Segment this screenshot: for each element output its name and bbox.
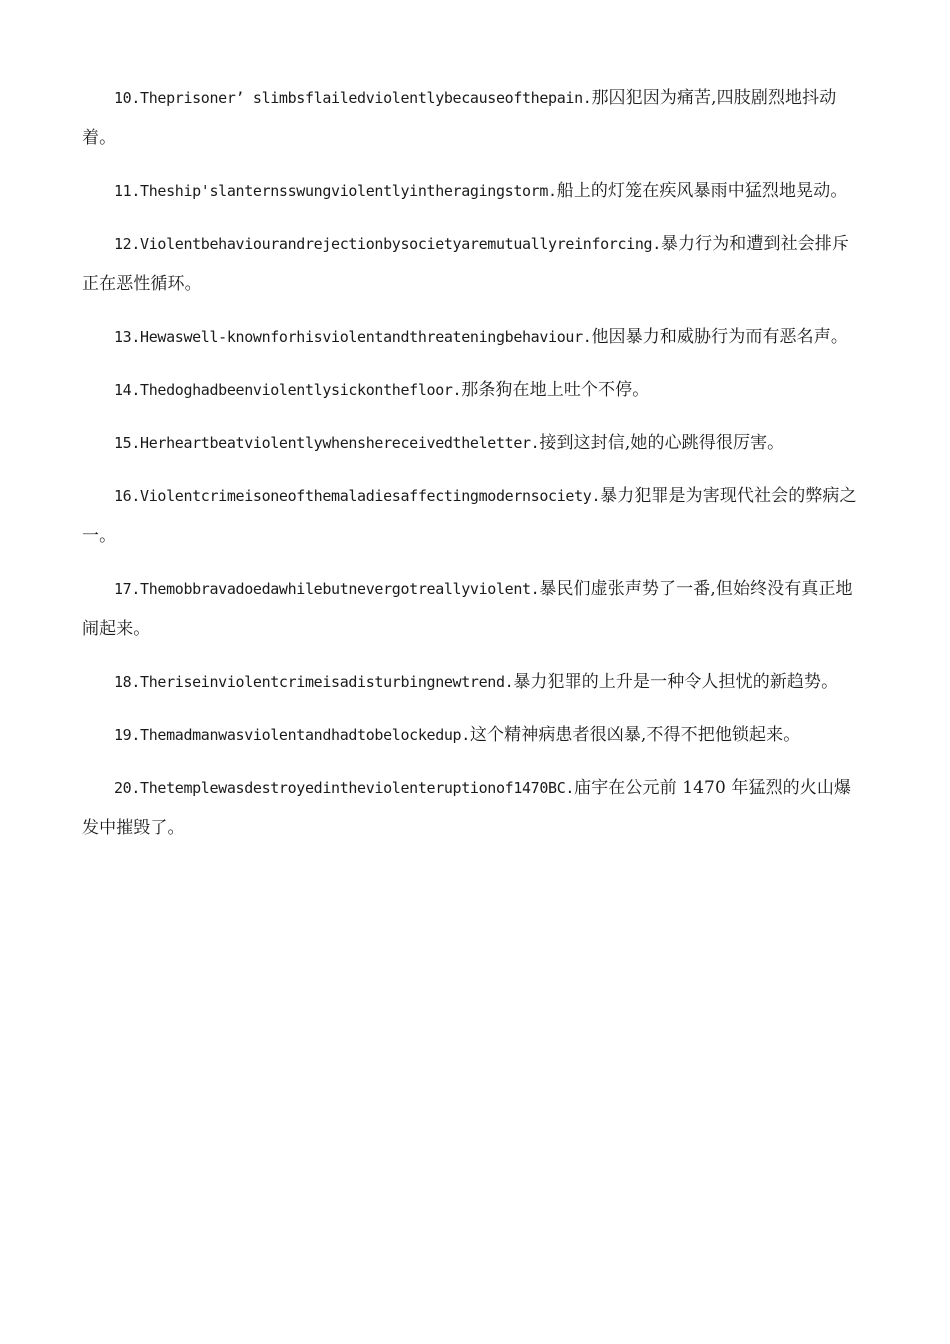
english-sentence: 15.Herheartbeatviolentlywhenshereceivedtheletter. — [114, 434, 540, 452]
english-sentence: 12.Violentbehaviourandrejectionbysocietyaremutuallyreinforcing. — [114, 235, 661, 253]
sentence-entry-10 — [82, 78, 866, 158]
sentence-entry-16 — [82, 476, 866, 556]
english-sentence: 17.Themobbravadoedawhilebutnevergotreallyviolent. — [114, 580, 540, 598]
sentence-entry-17 — [82, 569, 866, 649]
english-sentence: 20.Thetemplewasdestroyedintheviolenteruptionof1470BC. — [114, 779, 575, 797]
sentence-entry-19 — [82, 715, 866, 755]
sentence-entry-20 — [82, 768, 866, 848]
english-sentence: 13.Hewaswell-knownforhisviolentandthreateningbehaviour. — [114, 328, 592, 346]
chinese-translation: 船上的灯笼在疾风暴雨中猛烈地晃动。 — [556, 181, 848, 201]
sentence-entry-11 — [82, 171, 866, 211]
chinese-translation: 那囚犯因为痛苦,四肢剧烈地抖动着。 — [82, 88, 837, 148]
english-sentence: 14.Thedoghadbeenviolentlysickonthefloor. — [114, 381, 462, 399]
english-sentence: 18.Theriseinviolentcrimeisadisturbingnewtrend. — [114, 673, 514, 691]
english-sentence: 19.Themadmanwasviolentandhadtobelockedup. — [114, 726, 470, 744]
chinese-translation: 他因暴力和威胁行为而有恶名声。 — [591, 327, 848, 347]
english-sentence: 10.Theprisoner’ slimbsflailedviolentlybecauseofthepain. — [114, 89, 592, 107]
chinese-translation: 这个精神病患者很凶暴,不得不把他锁起来。 — [469, 725, 801, 745]
sentence-entry-15 — [82, 423, 866, 463]
chinese-translation: 暴力行为和遭到社会排斥正在恶性循环。 — [82, 234, 849, 294]
chinese-translation: 暴力犯罪是为害现代社会的弊病之一。 — [82, 486, 857, 546]
english-sentence: 11.Theship'slanternsswungviolentlyintheragingstorm. — [114, 182, 557, 200]
chinese-translation: 接到这封信,她的心跳得很厉害。 — [539, 433, 785, 453]
chinese-translation: 暴力犯罪的上升是一种令人担忧的新趋势。 — [513, 672, 839, 692]
english-sentence: 16.Violentcrimeisoneofthemaladiesaffectingmodernsociety. — [114, 487, 601, 505]
chinese-translation: 那条狗在地上吐个不停。 — [461, 380, 650, 400]
chinese-translation: 庙宇在公元前 1470 年猛烈的火山爆发中摧毁了。 — [82, 778, 852, 838]
chinese-translation: 暴民们虚张声势了一番,但始终没有真正地闹起来。 — [82, 579, 853, 639]
sentence-entry-18 — [82, 662, 866, 702]
sentence-entry-13 — [82, 317, 866, 357]
sentence-entry-14 — [82, 370, 866, 410]
sentence-entry-12 — [82, 224, 866, 304]
